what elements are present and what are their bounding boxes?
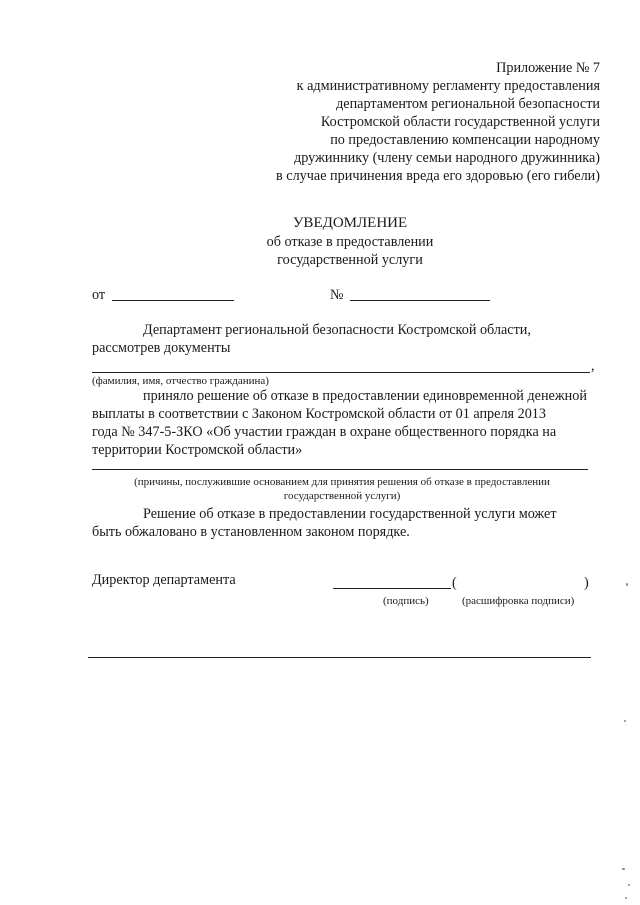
citizen-name-line (92, 372, 590, 373)
scan-speck (626, 583, 628, 586)
citizen-name-caption: (фамилия, имя, отчество гражданина) (92, 375, 269, 387)
reason-line (92, 469, 588, 470)
decision-text-line: приняло решение об отказе в предоставлении единовременной денежной (143, 388, 587, 404)
decoding-caption: (расшифровка подписи) (462, 595, 575, 607)
signature-caption: (подпись) (383, 595, 429, 607)
reason-caption-line: государственной услуги) (283, 490, 401, 502)
appendix-line: Костромской области государственной услуги (320, 114, 600, 130)
number-blank-line (350, 300, 490, 301)
scan-speck (622, 868, 625, 870)
decision-text-line: года № 347-5-ЗКО «Об участии граждан в охране общественного порядка на (92, 424, 557, 440)
reviewed-documents-text: рассмотрев документы (92, 340, 231, 356)
document-title: УВЕДОМЛЕНИЕ (292, 215, 408, 231)
document-subtitle-line: государственной услуги (277, 252, 423, 268)
appendix-number: Приложение № 7 (496, 60, 600, 76)
director-label: Директор департамента (92, 572, 236, 588)
department-text: Департамент региональной безопасности Костромской области, (143, 322, 531, 338)
open-paren: ( (452, 575, 457, 591)
appendix-line: к административному регламенту предоставления (296, 78, 600, 94)
from-label: от (92, 287, 106, 303)
reason-caption-line: (причины, послужившие основанием для принятия решения об отказе в предоставлении (134, 476, 550, 488)
bottom-rule (88, 657, 591, 658)
signature-line (333, 588, 451, 589)
scan-speck (628, 884, 630, 886)
document-subtitle-line: об отказе в предоставлении (266, 234, 434, 250)
comma: , (591, 358, 595, 374)
decision-text-line: территории Костромской области» (92, 442, 303, 458)
scan-speck (625, 897, 627, 899)
scan-speck (624, 720, 626, 722)
appendix-line: по предоставлению компенсации народному (330, 132, 600, 148)
number-label: № (330, 287, 344, 303)
date-blank-line (112, 300, 234, 301)
close-paren: ) (584, 575, 589, 591)
appendix-line: дружиннику (члену семьи народного дружинника) (294, 150, 600, 166)
appeal-text-line: Решение об отказе в предоставлении государственной услуги может (143, 506, 557, 522)
decision-text-line: выплаты в соответствии с Законом Костромской области от 01 апреля 2013 (92, 406, 546, 422)
appendix-line: в случае причинения вреда его здоровью (его гибели) (276, 168, 600, 184)
appeal-text-line: быть обжаловано в установленном законом порядке. (92, 524, 410, 540)
appendix-line: департаментом региональной безопасности (336, 96, 600, 112)
